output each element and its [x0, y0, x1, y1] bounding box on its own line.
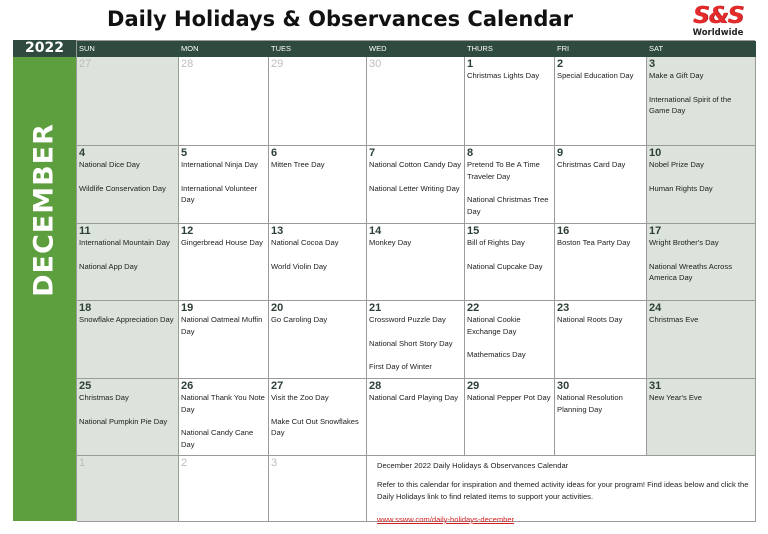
day-number: 24 [649, 302, 662, 314]
holiday-event: National Cupcake Day [467, 261, 543, 271]
logo [676, 3, 760, 43]
holiday-event: Christmas Lights Day [467, 71, 540, 80]
calendar-day [179, 146, 269, 224]
holiday-event: National Roots Day [557, 315, 623, 324]
calendar-day-outside-month [179, 57, 269, 146]
calendar-day [269, 146, 367, 224]
holiday-event: Nobel Prize Day [649, 160, 704, 169]
holiday-event: Wright Brother's Day [649, 238, 719, 247]
day-number: 1 [79, 457, 86, 469]
day-number: 23 [557, 302, 570, 314]
weekday-header: MON [179, 41, 269, 57]
holiday-event: National Letter Writing Day [369, 183, 460, 193]
holiday-event: International Spirit of the Game Day [649, 94, 732, 115]
calendar-day [77, 224, 179, 301]
day-number: 11 [79, 225, 91, 237]
calendar-day [647, 379, 756, 456]
day-number: 5 [181, 147, 188, 159]
weekday-header: FRI [555, 41, 647, 57]
holiday-event: Boston Tea Party Day [557, 238, 631, 247]
holiday-event: International Ninja Day [181, 160, 258, 169]
holiday-event: National Cookie Exchange Day [467, 315, 521, 336]
holiday-event: National Oatmeal Muffin Day [181, 315, 263, 336]
day-number: 28 [181, 58, 194, 70]
weekday-header: THURS [465, 41, 555, 57]
weekday-header: SUN [77, 41, 179, 57]
day-number: 16 [557, 225, 570, 237]
holiday-event: National Dice Day [79, 160, 140, 169]
day-number: 4 [79, 147, 86, 159]
calendar-day [555, 146, 647, 224]
day-number: 19 [181, 302, 194, 314]
holiday-event: International Mountain Day [79, 238, 170, 247]
day-number: 15 [467, 225, 480, 237]
holiday-event: National Pumpkin Pie Day [79, 416, 168, 426]
calendar-day [555, 301, 647, 379]
calendar-day [647, 146, 756, 224]
holiday-event: Visit the Zoo Day [271, 393, 329, 402]
calendar-day-outside-month [77, 57, 179, 146]
calendar-day [367, 224, 465, 301]
holiday-event: Mathematics Day [467, 350, 526, 359]
calendar-day [77, 379, 179, 456]
calendar-day [367, 146, 465, 224]
day-number: 7 [369, 147, 376, 159]
holiday-event: National Card Playing Day [369, 393, 459, 402]
day-number: 17 [649, 225, 662, 237]
logo-mark: S&S [692, 3, 744, 29]
holiday-event: Crossword Puzzle Day [369, 315, 446, 324]
calendar-day [465, 379, 555, 456]
holiday-event: National Candy Cane Day [181, 428, 254, 449]
info-description: Refer to this calendar for inspiration and themed activity ideas for your program! Find ideas below and click the Daily Holidays link to find related items to support your activities. [377, 480, 749, 501]
month-side-banner [13, 40, 76, 521]
calendar-day [77, 146, 179, 224]
day-number: 29 [467, 380, 480, 392]
day-number: 30 [557, 380, 570, 392]
holiday-event: World Violin Day [271, 261, 327, 271]
day-number: 27 [79, 58, 92, 70]
holiday-event: National Cotton Candy Day [369, 160, 462, 169]
day-number: 26 [181, 380, 194, 392]
calendar-day [465, 57, 555, 146]
calendar-day [269, 224, 367, 301]
calendar-day [179, 224, 269, 301]
holiday-event: National App Day [79, 261, 138, 271]
calendar-day-outside-month [179, 456, 269, 522]
holiday-event: Gingerbread House Day [181, 238, 263, 247]
holiday-event: Wildlife Conservation Day [79, 183, 166, 193]
year-label: 2022 [13, 40, 76, 57]
holiday-event: New Year's Eve [649, 393, 702, 402]
calendar-day [555, 379, 647, 456]
day-number: 12 [181, 225, 194, 237]
weekday-header: SAT [647, 41, 756, 57]
day-number: 8 [467, 147, 474, 159]
day-number: 9 [557, 147, 564, 159]
month-label: DECEMBER [28, 123, 60, 297]
day-number: 3 [271, 457, 278, 469]
day-number: 28 [369, 380, 382, 392]
calendar-day [77, 301, 179, 379]
calendar-day-outside-month [269, 456, 367, 522]
holiday-event: National Thank You Note Day [181, 393, 265, 414]
calendar-day [647, 301, 756, 379]
holiday-event: Make Cut Out Snowflakes Day [271, 416, 359, 437]
holiday-event: Mitten Tree Day [271, 160, 325, 169]
weekday-header: TUES [269, 41, 367, 57]
day-number: 2 [181, 457, 188, 469]
calendar-day [555, 224, 647, 301]
calendar-day [269, 379, 367, 456]
holiday-event: Christmas Day [79, 393, 129, 402]
holiday-event: Go Caroling Day [271, 315, 328, 324]
day-number: 10 [649, 147, 662, 159]
calendar-day [647, 57, 756, 146]
holiday-event: Pretend To Be A Time Traveler Day [467, 160, 540, 181]
weekday-header: WED [367, 41, 465, 57]
calendar-grid [76, 40, 755, 524]
day-number: 18 [79, 302, 92, 314]
daily-holidays-link[interactable]: www.ssww.com/daily-holidays-december [377, 515, 515, 524]
holiday-event: National Resolution Planning Day [557, 393, 623, 414]
calendar-day-outside-month [367, 57, 465, 146]
holiday-event: Special Education Day [557, 71, 634, 80]
calendar-day [367, 379, 465, 456]
logo-subtitle: Worldwide [692, 28, 744, 38]
calendar-info-box [367, 456, 756, 522]
holiday-event: Christmas Eve [649, 315, 699, 324]
holiday-event: Make a Gift Day [649, 71, 704, 80]
day-number: 25 [79, 380, 92, 392]
holiday-event: First Day of Winter [369, 362, 432, 371]
day-number: 2 [557, 58, 564, 70]
holiday-event: Human Rights Day [649, 183, 713, 193]
day-number: 13 [271, 225, 284, 237]
holiday-event: International Volunteer Day [181, 183, 257, 204]
day-number: 14 [369, 225, 382, 237]
day-number: 3 [649, 58, 656, 70]
calendar-day [647, 224, 756, 301]
calendar-day [555, 57, 647, 146]
page-title: Daily Holidays & Observances Calendar [107, 7, 573, 31]
day-number: 29 [271, 58, 284, 70]
holiday-event: National Pepper Pot Day [467, 393, 551, 402]
day-number: 6 [271, 147, 278, 159]
day-number: 30 [369, 58, 382, 70]
info-title: December 2022 Daily Holidays & Observances Calendar [377, 461, 569, 470]
calendar-day-outside-month [269, 57, 367, 146]
calendar-day [179, 301, 269, 379]
calendar-day [465, 301, 555, 379]
day-number: 20 [271, 302, 284, 314]
holiday-event: National Short Story Day [369, 338, 453, 348]
holiday-event: Bill of Rights Day [467, 238, 525, 247]
day-number: 22 [467, 302, 480, 314]
day-number: 1 [467, 58, 474, 70]
day-number: 27 [271, 380, 284, 392]
calendar-day-outside-month [77, 456, 179, 522]
calendar-day [367, 301, 465, 379]
holiday-event: National Christmas Tree Day [467, 195, 549, 216]
holiday-event: National Cocoa Day [271, 238, 339, 247]
holiday-event: Snowflake Appreciation Day [79, 315, 174, 324]
calendar-day [269, 301, 367, 379]
calendar-day [465, 224, 555, 301]
day-number: 21 [369, 302, 382, 314]
day-number: 31 [649, 380, 662, 392]
holiday-event: Christmas Card Day [557, 160, 626, 169]
calendar-day [179, 379, 269, 456]
calendar-day [465, 146, 555, 224]
holiday-event: National Wreaths Across America Day [649, 261, 733, 282]
holiday-event: Monkey Day [369, 238, 412, 247]
